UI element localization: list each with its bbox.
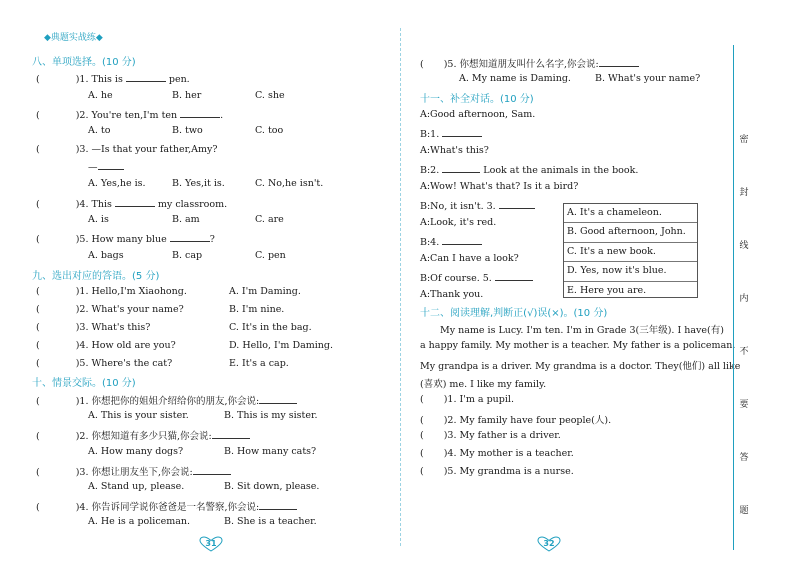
answer-blank[interactable]	[499, 199, 535, 209]
answer-blank[interactable]	[180, 108, 220, 118]
option-b: B. This is my sister.	[224, 410, 318, 421]
judge-item: ( )4. My mother is a teacher.	[420, 448, 574, 459]
option-c: C. she	[255, 90, 285, 101]
option-item: C. It's a new book.	[564, 243, 697, 262]
seal-char: 线	[737, 238, 751, 251]
column-divider	[400, 28, 401, 546]
section-9-title: 九、选出对应的答语。(5 分)	[32, 271, 160, 282]
match-answer: C. It's in the bag.	[229, 322, 312, 333]
options-box	[563, 203, 698, 298]
match-question: ( )5. Where's the cat?	[36, 358, 173, 369]
seal-char: 要	[737, 397, 751, 410]
judge-item: ( )3. My father is a driver.	[420, 430, 561, 441]
judge-item: ( )1. I'm a pupil.	[420, 394, 514, 405]
answer-blank[interactable]	[115, 197, 155, 207]
dialogue-line: B:Of course. 5.	[420, 271, 533, 284]
match-answer: B. I'm nine.	[229, 304, 285, 315]
question-8-4: ( )4. This my classroom.	[36, 199, 228, 210]
passage-line: a happy family. My mother is a teacher. My father is a policeman.	[420, 340, 736, 351]
dialogue-line: B:4.	[420, 235, 482, 248]
option-a: A. Stand up, please.	[88, 481, 185, 492]
section-12-title: 十二、阅读理解,判断正(√)误(×)。(10 分)	[420, 308, 608, 319]
option-a: A. This is your sister.	[88, 410, 189, 421]
option-b: B. am	[172, 214, 200, 225]
page-number-left: 31	[205, 539, 217, 548]
option-a: A. My name is Daming.	[459, 73, 571, 84]
answer-blank[interactable]	[193, 465, 231, 475]
option-c: C. are	[255, 214, 284, 225]
option-b: B. two	[172, 125, 203, 136]
option-a: A. He is a policeman.	[88, 516, 191, 527]
seal-char: 内	[737, 291, 751, 304]
reply-dash: —	[88, 160, 124, 173]
dialogue-line: B:1.	[420, 127, 482, 140]
option-item: D. Yes, now it's blue.	[564, 262, 697, 281]
option-b: B. Sit down, please.	[224, 481, 320, 492]
answer-blank[interactable]	[442, 163, 480, 173]
dialogue-line: A:Wow! What's that? Is it a bird?	[420, 181, 579, 192]
judge-item: ( )5. My grandma is a nurse.	[420, 466, 574, 477]
question-8-5: ( )5. How many blue ?	[36, 234, 215, 245]
dialogue-line: B:No, it isn't. 3.	[420, 199, 535, 212]
seal-char: 密	[737, 132, 751, 145]
option-c: C. No,he isn't.	[255, 178, 324, 189]
dialogue-line: A:Can I have a look?	[420, 253, 519, 264]
answer-blank[interactable]	[442, 235, 482, 245]
option-b: B. cap	[172, 250, 203, 261]
match-answer: A. I'm Daming.	[229, 286, 301, 297]
match-question: ( )4. How old are you?	[36, 340, 176, 351]
judge-item: ( )2. My family have four people(人).	[420, 415, 612, 426]
answer-blank[interactable]	[599, 57, 639, 67]
option-a: A. Yes,he is.	[88, 178, 146, 189]
section-10-title: 十、情景交际。(10 分)	[32, 378, 136, 389]
passage-line: My grandpa is a driver. My grandma is a doctor. They(他们) all like	[420, 361, 741, 372]
seal-char: 不	[737, 344, 751, 357]
option-b: B. She is a teacher.	[224, 516, 317, 527]
section-tag: ◆典题实战练◆	[44, 33, 103, 43]
page-number-right: 32	[543, 539, 555, 548]
dialogue-line: A:Thank you.	[420, 289, 484, 300]
seal-char: 题	[737, 503, 751, 516]
dialogue-line: B:2. Look at the animals in the book.	[420, 165, 639, 176]
option-b: B. What's your name?	[595, 73, 701, 84]
question-10-4: ( )4. 你告诉同学说你爸爸是一名警察,你会说:	[36, 499, 297, 513]
option-item: E. Here you are.	[567, 284, 647, 296]
question-8-3: ( )3. —Is that your father,Amy?	[36, 144, 218, 155]
answer-blank[interactable]	[442, 127, 482, 137]
question-8-1: ( )1. This is pen.	[36, 74, 190, 85]
answer-blank[interactable]	[126, 72, 166, 82]
passage-line: (喜欢) me. I like my family.	[420, 379, 547, 390]
passage-line: My name is Lucy. I'm ten. I'm in Grade 3(三年级). I have(有)	[440, 325, 724, 336]
match-answer: E. It's a cap.	[229, 358, 289, 369]
option-c: C. too	[255, 125, 284, 136]
option-b: B. How many cats?	[224, 446, 317, 457]
dialogue-line: A:What's this?	[420, 145, 489, 156]
match-question: ( )3. What's this?	[36, 322, 151, 333]
answer-blank[interactable]	[98, 160, 124, 170]
question-8-2: ( )2. You're ten,I'm ten .	[36, 110, 224, 121]
option-b: B. Yes,it is.	[172, 178, 225, 189]
answer-blank[interactable]	[259, 500, 297, 510]
option-item: A. It's a chameleon.	[564, 204, 697, 223]
option-a: A. is	[88, 214, 109, 225]
match-question: ( )1. Hello,I'm Xiaohong.	[36, 286, 187, 297]
dialogue-line: A:Good afternoon, Sam.	[420, 109, 536, 120]
section-11-title: 十一、补全对话。(10 分)	[420, 94, 534, 105]
match-question: ( )2. What's your name?	[36, 304, 184, 315]
question-10-5: ( )5. 你想知道朋友叫什么名字,你会说:	[420, 56, 639, 70]
answer-blank[interactable]	[495, 271, 533, 281]
match-answer: D. Hello, I'm Daming.	[229, 340, 333, 351]
seal-char: 封	[737, 185, 751, 198]
dialogue-line: A:Look, it's red.	[420, 217, 497, 228]
answer-blank[interactable]	[212, 429, 250, 439]
seal-char: 答	[737, 450, 751, 463]
section-8-title: 八、单项选择。(10 分)	[32, 57, 136, 68]
option-item: B. Good afternoon, John.	[564, 223, 697, 242]
option-a: A. bags	[88, 250, 124, 261]
option-a: A. to	[88, 125, 111, 136]
question-10-2: ( )2. 你想知道有多少只猫,你会说:	[36, 428, 250, 442]
option-c: C. pen	[255, 250, 286, 261]
option-a: A. he	[88, 90, 113, 101]
answer-blank[interactable]	[259, 394, 297, 404]
question-10-1: ( )1. 你想把你的姐姐介绍给你的朋友,你会说:	[36, 393, 297, 407]
answer-blank[interactable]	[170, 232, 210, 242]
option-b: B. her	[172, 90, 202, 101]
question-10-3: ( )3. 你想让朋友坐下,你会说:	[36, 464, 231, 478]
seal-line	[733, 45, 734, 550]
option-a: A. How many dogs?	[88, 446, 184, 457]
